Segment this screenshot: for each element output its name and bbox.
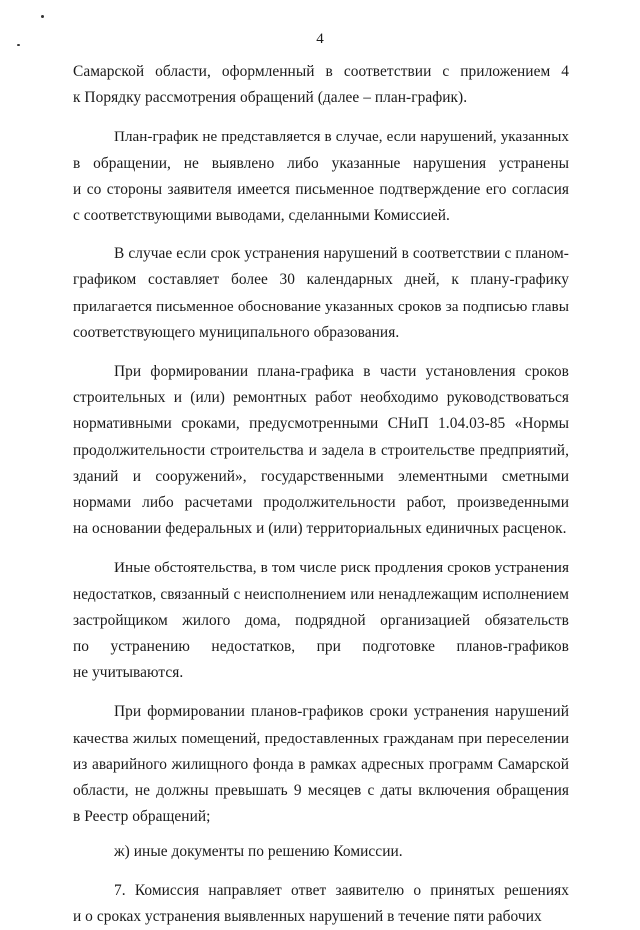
text-line: в Реестр обращений; bbox=[73, 808, 211, 826]
paragraph-p8 bbox=[73, 878, 569, 930]
document-body bbox=[73, 59, 569, 930]
text-line: недостатков, связанный с неисполнением или ненадлежащим исполнением bbox=[73, 585, 569, 603]
paragraph-p3 bbox=[73, 241, 569, 346]
text-line: к Порядку рассмотрения обращений (далее – план-график). bbox=[73, 89, 468, 107]
text-line: области, не должны превышать 9 месяцев с даты включения обращения bbox=[73, 782, 569, 800]
text-line: 7. Комиссия направляет ответ заявителю о принятых решениях bbox=[114, 881, 569, 899]
paragraph-p5 bbox=[73, 555, 569, 686]
paragraph-p2 bbox=[73, 124, 569, 229]
text-line: продолжительности строительства и задела в строительстве предприятий, bbox=[73, 441, 569, 459]
text-line: Иные обстоятельства, в том числе риск продления сроков устранения bbox=[114, 559, 569, 577]
text-line: с соответствующими выводами, сделанными Комиссией. bbox=[73, 207, 450, 225]
text-line: зданий и сооружений», государственными элементными сметными bbox=[73, 467, 569, 485]
text-line: качества жилых помещений, предоставленных гражданам при переселении bbox=[73, 729, 569, 747]
text-line: прилагается письменное обоснование указанных сроков за подписью главы bbox=[73, 297, 569, 315]
paragraph-p4 bbox=[73, 359, 569, 542]
text-line: застройщиком жилого дома, подрядной организацией обязательств bbox=[73, 611, 569, 629]
text-line: графиком составляет более 30 календарных дней, к плану-графику bbox=[73, 271, 569, 289]
text-line: Самарской области, оформленный в соответствии с приложением 4 bbox=[73, 63, 569, 80]
text-line: на основании федеральных и (или) территориальных единичных расценок. bbox=[73, 520, 567, 538]
text-line: по устранению недостатков, при подготовке планов-графиков bbox=[73, 638, 569, 656]
scan-speck bbox=[41, 15, 44, 18]
paragraph-p7 bbox=[73, 839, 569, 865]
text-line: План-график не представляется в случае, если нарушений, указанных bbox=[114, 129, 569, 146]
text-line: При формировании плана-графика в части установления сроков bbox=[114, 363, 569, 381]
page-number: 4 bbox=[316, 31, 324, 47]
paragraph-p1 bbox=[73, 59, 569, 111]
text-line: При формировании планов-графиков сроки устранения нарушений bbox=[114, 703, 569, 721]
text-line: в обращении, не выявлено либо указанные нарушения устранены bbox=[73, 154, 569, 172]
text-line: нормами либо расчетами продолжительности работ, произведенными bbox=[73, 494, 569, 512]
text-line: не учитываются. bbox=[73, 664, 184, 682]
text-line: ж) иные документы по решению Комиссии. bbox=[114, 843, 403, 861]
text-line: из аварийного жилищного фонда в рамках адресных программ Самарской bbox=[73, 755, 569, 773]
text-line: соответствующего муниципального образования. bbox=[73, 323, 400, 341]
text-line: строительных и (или) ремонтных работ необходимо руководствоваться bbox=[73, 389, 569, 407]
text-line: В случае если срок устранения нарушений в соответствии с планом- bbox=[114, 245, 569, 263]
text-line: и о сроках устранения выявленных нарушений в течение пяти рабочих bbox=[73, 907, 542, 925]
text-line: и со стороны заявителя имеется письменное подтверждение его согласия bbox=[73, 180, 569, 198]
paragraph-p6 bbox=[73, 699, 569, 830]
text-line: нормативными сроками, предусмотренными СНиП 1.04.03-85 «Нормы bbox=[73, 415, 569, 433]
